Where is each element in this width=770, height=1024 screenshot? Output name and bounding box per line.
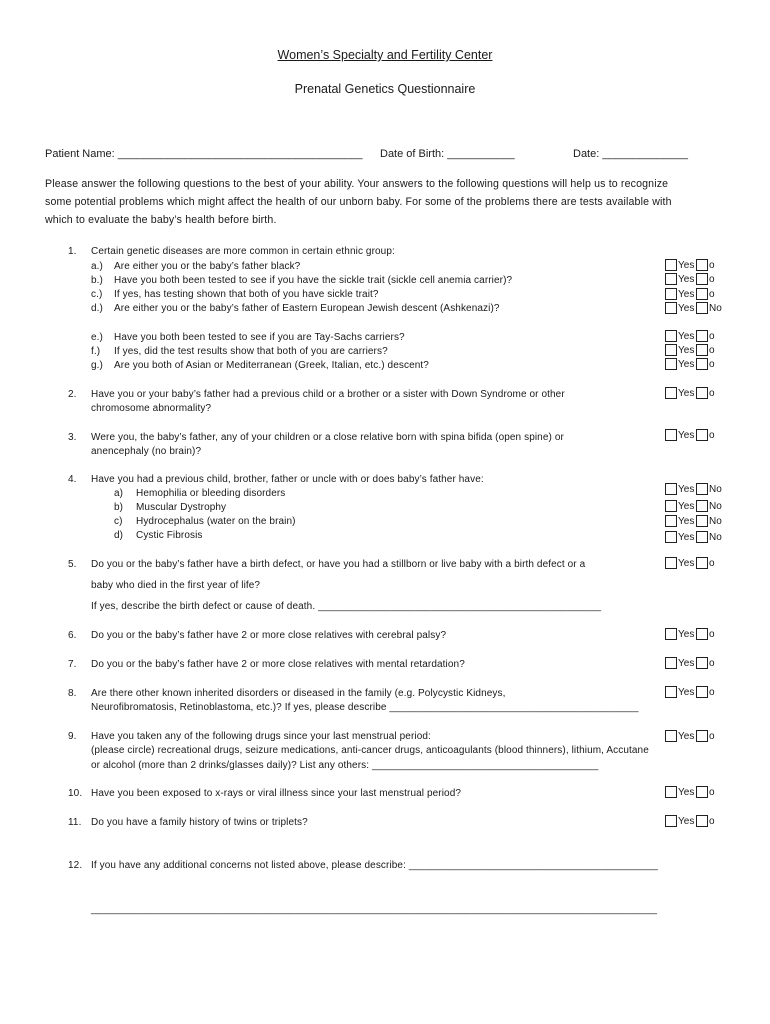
question-1g-text: Are you both of Asian or Mediterranean (Greek, Italian, etc.) descent? [114, 360, 429, 371]
yes-label: Yes [678, 731, 695, 742]
no-checkbox[interactable] [696, 515, 708, 527]
patient-name-blank[interactable]: ________________________________________ [117, 148, 363, 160]
yes-checkbox[interactable] [665, 429, 677, 441]
question-1d-letter: d.) [91, 303, 103, 314]
question-1e-text: Have you both been tested to see if you are Tay-Sachs carriers? [114, 332, 405, 343]
question-number: 6. [68, 630, 77, 641]
no-label: No [709, 516, 722, 527]
yes-checkbox[interactable] [665, 344, 677, 356]
yes-checkbox[interactable] [665, 531, 677, 543]
no-label: o [709, 345, 715, 356]
no-checkbox[interactable] [696, 273, 708, 285]
yes-label: Yes [678, 331, 695, 342]
no-label: No [709, 484, 722, 495]
yes-label: Yes [678, 303, 695, 314]
question-3-line-1: Were you, the baby’s father, any of your children or a close relative born with spina bifida (open spine) or [91, 432, 564, 443]
no-checkbox[interactable] [696, 500, 708, 512]
yes-label: Yes [678, 687, 695, 698]
date-blank[interactable]: ______________ [602, 148, 689, 160]
no-label: No [709, 303, 722, 314]
no-label: o [709, 629, 715, 640]
question-4c-letter: c) [114, 516, 123, 527]
question-number: 10. [68, 788, 83, 799]
question-number: 7. [68, 659, 77, 670]
question-number: 2. [68, 389, 77, 400]
question-1b-letter: b.) [91, 275, 103, 286]
yes-label: Yes [678, 388, 695, 399]
question-1f-text: If yes, did the test results show that both of you are carriers? [114, 346, 388, 357]
question-1a-text: Are either you or the baby’s father black? [114, 261, 301, 272]
question-4a-letter: a) [114, 488, 124, 499]
no-checkbox[interactable] [696, 531, 708, 543]
question-1g-letter: g.) [91, 360, 103, 371]
no-checkbox[interactable] [696, 628, 708, 640]
yes-checkbox[interactable] [665, 500, 677, 512]
yes-label: Yes [678, 532, 695, 543]
no-checkbox[interactable] [696, 686, 708, 698]
intro-line-3: which to evaluate the baby’s health before birth. [45, 214, 277, 226]
no-label: o [709, 260, 715, 271]
no-checkbox[interactable] [696, 429, 708, 441]
clinic-title: Women’s Specialty and Fertility Center [277, 48, 493, 62]
question-9-line-2: (please circle) recreational drugs, seizure medications, anti-cancer drugs, anticoagulants (blood thinners), lithium, Accutane [91, 745, 649, 756]
no-label: No [709, 501, 722, 512]
question-number: 9. [68, 731, 77, 742]
yes-label: Yes [678, 558, 695, 569]
question-4c-text: Hydrocephalus (water on the brain) [136, 516, 296, 527]
question-number: 8. [68, 688, 77, 699]
yes-label: Yes [678, 274, 695, 285]
question-1d-text: Are either you or the baby’s father of Eastern European Jewish descent (Ashkenazi)? [114, 303, 500, 314]
question-12-line-2[interactable]: ____________________________________________________________________________________________________ [91, 904, 658, 915]
no-label: o [709, 359, 715, 370]
yes-checkbox[interactable] [665, 557, 677, 569]
question-7-text: Do you or the baby’s father have 2 or more close relatives with mental retardation? [91, 659, 465, 670]
no-label: No [709, 532, 722, 543]
question-4d-letter: d) [114, 530, 124, 541]
date-of-birth-field[interactable] [380, 148, 515, 160]
no-label: o [709, 289, 715, 300]
question-number: 11. [68, 817, 82, 828]
question-3-line-2: anencephaly (no brain)? [91, 446, 202, 457]
yes-label: Yes [678, 816, 695, 827]
yes-label: Yes [678, 787, 695, 798]
date-of-birth-blank[interactable]: ___________ [447, 148, 515, 160]
yes-label: Yes [678, 629, 695, 640]
yes-label: Yes [678, 516, 695, 527]
yes-label: Yes [678, 345, 695, 356]
question-4b-text: Muscular Dystrophy [136, 502, 227, 513]
question-2-line-2: chromosome abnormality? [91, 403, 212, 414]
no-checkbox[interactable] [696, 815, 708, 827]
question-number: 4. [68, 474, 77, 485]
yes-label: Yes [678, 484, 695, 495]
no-checkbox[interactable] [696, 786, 708, 798]
form-title: Prenatal Genetics Questionnaire [294, 82, 476, 96]
question-1e-letter: e.) [91, 332, 103, 343]
yes-label: Yes [678, 359, 695, 370]
no-checkbox[interactable] [696, 344, 708, 356]
question-1c-text: If yes, has testing shown that both of you have sickle trait? [114, 289, 379, 300]
date-label: Date: [573, 148, 600, 160]
yes-checkbox[interactable] [665, 815, 677, 827]
question-1a-letter: a.) [91, 261, 103, 272]
question-1-text: Certain genetic diseases are more common in certain ethnic group: [91, 246, 395, 257]
no-checkbox[interactable] [696, 259, 708, 271]
yes-checkbox[interactable] [665, 387, 677, 399]
question-8-line-2[interactable]: Neurofibromatosis, Retinoblastoma, etc.)? If yes, please describe ____________________________________________ [91, 702, 639, 713]
patient-name-field[interactable] [45, 148, 362, 160]
yes-checkbox[interactable] [665, 515, 677, 527]
question-number: 5. [68, 559, 77, 570]
no-checkbox[interactable] [696, 657, 708, 669]
question-9-line-3[interactable]: or alcohol (more than 2 drinks/glasses daily)? List any others: ________________________________________ [91, 760, 599, 771]
question-4-text: Have you had a previous child, brother, father or uncle with or does baby’s father have: [91, 474, 484, 485]
yes-checkbox[interactable] [665, 273, 677, 285]
yes-checkbox[interactable] [665, 657, 677, 669]
question-4b-letter: b) [114, 502, 124, 513]
question-4d-text: Cystic Fibrosis [136, 530, 203, 541]
yes-checkbox[interactable] [665, 302, 677, 314]
question-9-line-1: Have you taken any of the following drugs since your last menstrual period: [91, 731, 431, 742]
yes-checkbox[interactable] [665, 288, 677, 300]
no-label: o [709, 731, 715, 742]
yes-checkbox[interactable] [665, 330, 677, 342]
no-label: o [709, 274, 715, 285]
question-4a-text: Hemophilia or bleeding disorders [136, 488, 286, 499]
no-checkbox[interactable] [696, 330, 708, 342]
question-number: 12. [68, 860, 83, 871]
yes-checkbox[interactable] [665, 686, 677, 698]
yes-checkbox[interactable] [665, 628, 677, 640]
question-1f-letter: f.) [91, 346, 101, 357]
no-label: o [709, 658, 715, 669]
question-5-line-2: baby who died in the first year of life? [91, 580, 261, 591]
no-label: o [709, 388, 715, 399]
yes-checkbox[interactable] [665, 483, 677, 495]
question-5-line-1: Do you or the baby’s father have a birth defect, or have you had a stillborn or live baby with a birth defect or a [91, 559, 586, 570]
yes-label: Yes [678, 658, 695, 669]
intro-line-1: Please answer the following questions to the best of your ability. Your answers to the following questions will help us to recognize [45, 178, 669, 190]
date-field[interactable] [573, 148, 688, 160]
question-2-line-1: Have you or your baby’s father had a previous child or a brother or a sister with Down Syndrome or other [91, 389, 565, 400]
no-checkbox[interactable] [696, 483, 708, 495]
yes-label: Yes [678, 289, 695, 300]
intro-line-2: some potential problems which might affect the health of our unborn baby. For some of the problems there are tests available with [45, 196, 672, 208]
yes-label: Yes [678, 260, 695, 271]
no-checkbox[interactable] [696, 358, 708, 370]
question-6-text: Do you or the baby’s father have 2 or more close relatives with cerebral palsy? [91, 630, 447, 641]
yes-checkbox[interactable] [665, 730, 677, 742]
no-label: o [709, 558, 715, 569]
yes-checkbox[interactable] [665, 259, 677, 271]
question-1c-letter: c.) [91, 289, 103, 300]
no-checkbox[interactable] [696, 387, 708, 399]
no-checkbox[interactable] [696, 288, 708, 300]
question-8-line-1: Are there other known inherited disorders or diseased in the family (e.g. Polycystic Kidneys, [91, 688, 506, 699]
question-1b-text: Have you both been tested to see if you have the sickle trait (sickle cell anemia carrier)? [114, 275, 513, 286]
no-checkbox[interactable] [696, 730, 708, 742]
no-label: o [709, 430, 715, 441]
question-number: 1. [68, 246, 77, 257]
yes-label: Yes [678, 430, 695, 441]
no-label: o [709, 787, 715, 798]
yes-checkbox[interactable] [665, 786, 677, 798]
no-label: o [709, 687, 715, 698]
yes-checkbox[interactable] [665, 358, 677, 370]
no-checkbox[interactable] [696, 557, 708, 569]
yes-label: Yes [678, 501, 695, 512]
no-label: o [709, 331, 715, 342]
no-label: o [709, 816, 715, 827]
question-10-text: Have you been exposed to x-rays or viral illness since your last menstrual period? [91, 788, 462, 799]
question-12-line-1[interactable]: If you have any additional concerns not listed above, please describe: ____________________________________________ [91, 860, 658, 871]
question-5-describe[interactable]: If yes, describe the birth defect or cause of death. __________________________________________________ [91, 601, 602, 612]
no-checkbox[interactable] [696, 302, 708, 314]
date-of-birth-label: Date of Birth: [380, 148, 445, 160]
question-number: 3. [68, 432, 77, 443]
patient-name-label: Patient Name: [45, 148, 115, 160]
question-11-text: Do you have a family history of twins or triplets? [91, 817, 308, 828]
